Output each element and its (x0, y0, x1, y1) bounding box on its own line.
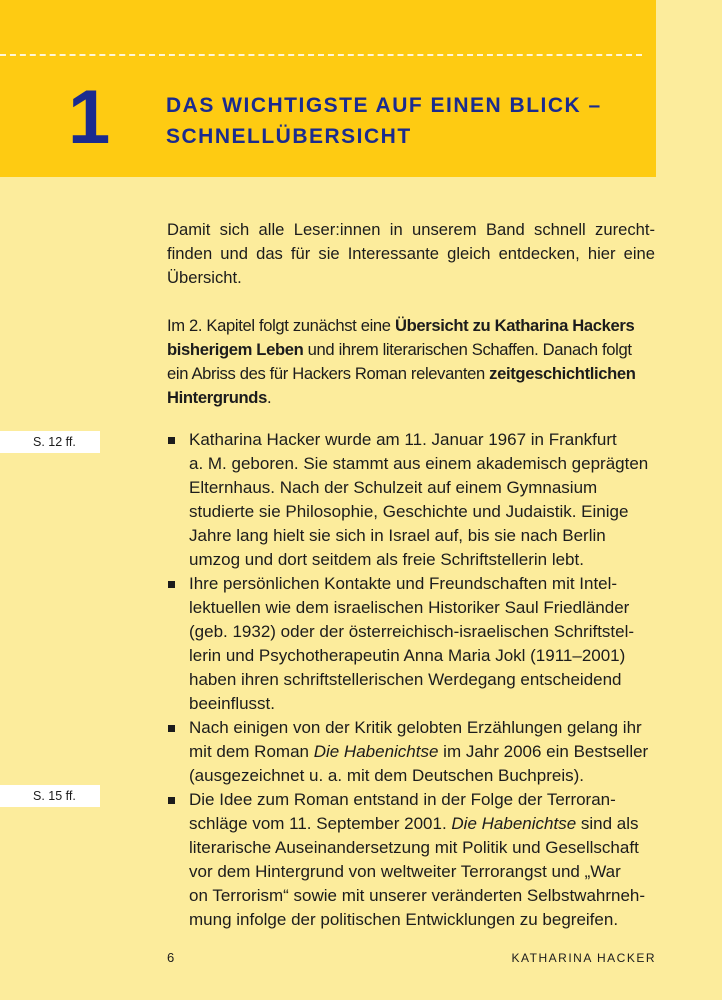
bold-run: bisherigem Leben (167, 340, 304, 359)
page-reference-tag: S. 12 ff. (0, 431, 100, 453)
chapter-number: 1 (68, 75, 111, 160)
list-item (167, 716, 659, 788)
dashed-divider (0, 54, 642, 56)
chapter-title-line: SCHNELLÜBERSICHT (166, 125, 412, 148)
list-item (167, 428, 659, 572)
text-line: lerin und Psychotherapeutin Anna Maria Jokl (1911–2001) (189, 646, 626, 665)
chapter-title (166, 90, 602, 152)
bold-run: Hintergrunds (167, 388, 267, 407)
text-line: lektuellen wie dem israelischen Historiker Saul Friedländer (189, 598, 630, 617)
bullet-square-icon (168, 437, 175, 444)
text-line: (ausgezeichnet u. a. mit dem Deutschen Buchpreis). (189, 766, 584, 785)
summary-list (167, 428, 659, 932)
text-run: . (266, 388, 272, 407)
text-line: Nach einigen von der Kritik gelobten Erzählungen gelang ihr (189, 718, 642, 737)
page-reference-tag: S. 15 ff. (0, 785, 100, 807)
text-line: beeinflusst. (189, 694, 275, 713)
text-line: studierte sie Philosophie, Geschichte und Judaistik. Einige (189, 502, 629, 521)
text-line: finden und das für sie Interessante gleich entdecken, hier eine (167, 244, 655, 263)
book-title: Die Habenichtse (313, 742, 439, 761)
overview-paragraph (167, 314, 655, 410)
text-run: Im 2. Kapitel folgt zunächst eine (167, 316, 395, 335)
text-line (167, 362, 655, 386)
text-line (189, 812, 659, 836)
text-line (167, 314, 655, 338)
text-line: Damit sich alle Leser:innen in unserem Band schnell zurecht- (167, 220, 655, 239)
text-run: und ihrem literarischen Schaffen. Danach folgt (303, 340, 632, 359)
text-run: im Jahr 2006 ein Bestseller (438, 742, 649, 761)
text-line: Katharina Hacker wurde am 11. Januar 1967 in Frankfurt (189, 430, 617, 449)
text-run: sind als (576, 814, 639, 833)
page-number: 6 (167, 950, 175, 965)
text-line: literarische Auseinandersetzung mit Politik und Gesellschaft (189, 838, 639, 857)
book-title: Die Habenichtse (451, 814, 577, 833)
text-line: on Terrorism“ sowie mit unserer veränderten Selbstwahrneh- (189, 886, 646, 905)
text-line: haben ihren schriftstellerischen Werdegang entscheidend (189, 670, 622, 689)
text-line: vor dem Hintergrund von weltweiter Terrorangst und „War (189, 862, 621, 881)
chapter-title-line: DAS WICHTIGSTE AUF EINEN BLICK – (166, 94, 602, 117)
text-line: Übersicht. (167, 268, 242, 287)
bullet-square-icon (168, 581, 175, 588)
bold-run: Übersicht zu Katharina Hackers (394, 316, 635, 335)
list-item (167, 572, 659, 716)
text-run: schläge vom 11. September 2001. (189, 814, 452, 833)
text-line: Jahre lang hielt sie sich in Israel auf, bis sie nach Berlin (189, 526, 606, 545)
chapter-header (0, 0, 656, 177)
text-line: mung infolge der politischen Entwicklungen zu begreifen. (189, 910, 619, 929)
running-title: KATHARINA HACKER (511, 951, 656, 965)
text-run: ein Abriss des für Hackers Roman relevanten (167, 364, 490, 383)
text-line: (geb. 1932) oder der österreichisch-israelischen Schriftstel- (189, 622, 635, 641)
text-line (167, 338, 655, 362)
bullet-square-icon (168, 725, 175, 732)
text-line (167, 386, 655, 410)
bullet-square-icon (168, 797, 175, 804)
intro-paragraph (167, 218, 655, 290)
text-line: a. M. geboren. Sie stammt aus einem akademisch geprägten (189, 454, 649, 473)
text-line: Die Idee zum Roman entstand in der Folge der Terroran- (189, 790, 616, 809)
list-item (167, 788, 659, 932)
text-line: Elternhaus. Nach der Schulzeit auf einem Gymnasium (189, 478, 598, 497)
text-line (189, 740, 659, 764)
text-line: Ihre persönlichen Kontakte und Freundschaften mit Intel- (189, 574, 618, 593)
bold-run: zeitgeschichtlichen (489, 364, 636, 383)
text-run: mit dem Roman (189, 742, 314, 761)
text-line: umzog und dort seitdem als freie Schriftstellerin lebt. (189, 550, 584, 569)
